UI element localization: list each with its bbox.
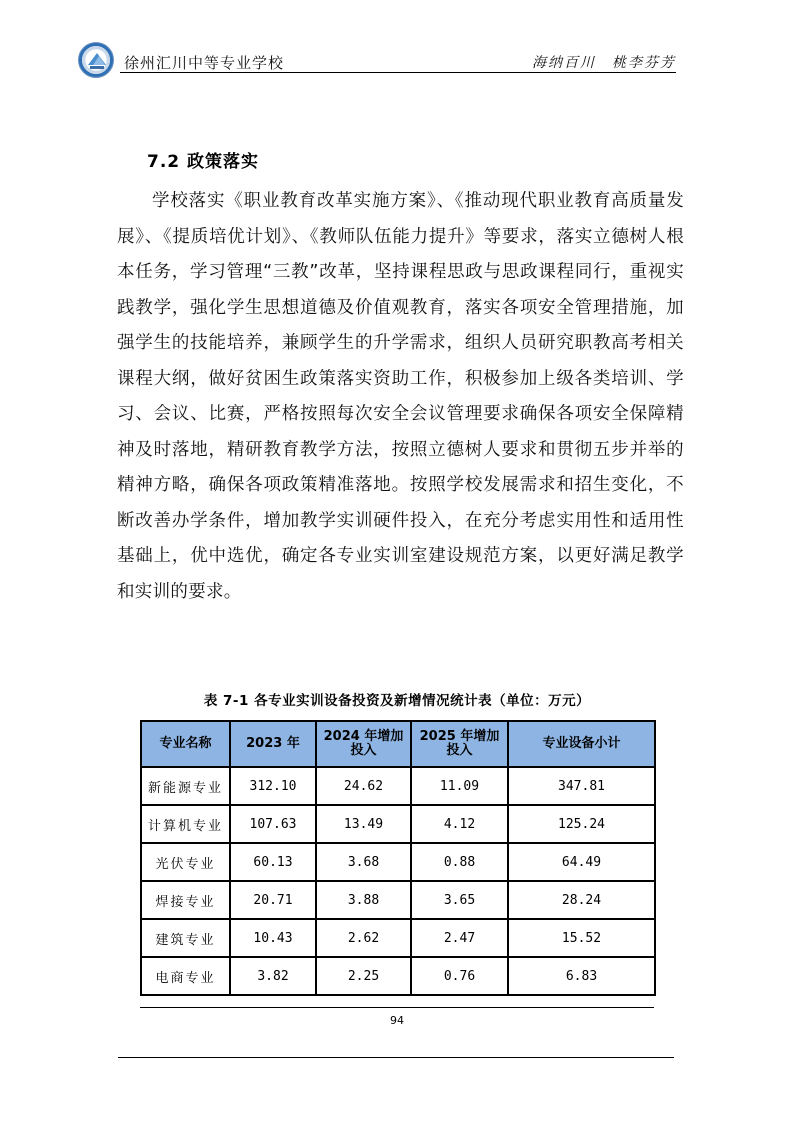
column-header-2025-added xyxy=(411,721,508,767)
cell-2025: 3.65 xyxy=(411,881,508,919)
footer-divider xyxy=(118,1057,674,1058)
cell-2024: 3.88 xyxy=(316,881,411,919)
cell-major: 新能源专业 xyxy=(141,767,230,805)
cell-subtotal: 64.49 xyxy=(508,843,655,881)
cell-2023: 3.82 xyxy=(230,957,316,995)
table-row xyxy=(141,843,655,881)
cell-major: 建筑专业 xyxy=(141,919,230,957)
cell-subtotal: 125.24 xyxy=(508,805,655,843)
equipment-investment-table xyxy=(140,720,656,996)
cell-subtotal: 28.24 xyxy=(508,881,655,919)
column-header-2024-line2: 投入 xyxy=(350,743,377,758)
cell-2023: 312.10 xyxy=(230,767,316,805)
school-emblem-icon xyxy=(78,42,114,78)
section-title: 7.2 政策落实 xyxy=(147,152,260,172)
page-number: 94 xyxy=(390,1014,404,1027)
body-paragraph: 学校落实《职业教育改革实施方案》、《推动现代职业教育高质量发展》、《提质培优计划》、《教师队伍能力提升》等要求，落实立德树人根本任务，学习管理“三教”改革，坚持课程思政与思政课程同行，重视实践教学，强化学生思想道德及价值观教育，落实各项安全管理措施，加强学生的技能培养，兼顾学生的升学需求，组织人员研究职教高考相关课程大纲，做好贫困生政策落实资助工作，积极参加上级各类培训、学习、会议、比赛，严格按照每次安全会议管理要求确保各项安全保障精神及时落地，精研教育教学方法，按照立德树人要求和贯彻五步并举的精神方略，确保各项政策精准落地。按照学校发展需求和招生变化，不断改善办学条件，增加教学实训硬件投入，在充分考虑实用性和适用性基础上，优中选优，确定各专业实训室建设规范方案，以更好满足教学和实训的要求。 xyxy=(117,191,684,602)
column-header-2024-added xyxy=(316,721,411,767)
mountain-shape-small xyxy=(93,56,105,65)
school-motto: 海纳百川 桃李芬芳 xyxy=(532,55,676,71)
column-header-2025-line1: 2025 年增加 xyxy=(419,729,500,744)
table-row xyxy=(141,767,655,805)
cell-2024: 3.68 xyxy=(316,843,411,881)
emblem-band xyxy=(90,66,104,69)
cell-2025: 0.76 xyxy=(411,957,508,995)
cell-2024: 2.62 xyxy=(316,919,411,957)
cell-subtotal: 347.81 xyxy=(508,767,655,805)
table-row xyxy=(141,957,655,995)
cell-major: 电商专业 xyxy=(141,957,230,995)
table-row xyxy=(141,881,655,919)
cell-major: 计算机专业 xyxy=(141,805,230,843)
column-header-2023: 2023 年 xyxy=(230,721,316,767)
school-name: 徐州汇川中等专业学校 xyxy=(124,54,285,72)
table-row xyxy=(141,805,655,843)
cell-2023: 10.43 xyxy=(230,919,316,957)
cell-major: 焊接专业 xyxy=(141,881,230,919)
cell-2025: 4.12 xyxy=(411,805,508,843)
table-row xyxy=(141,919,655,957)
cell-2024: 2.25 xyxy=(316,957,411,995)
cell-2023: 107.63 xyxy=(230,805,316,843)
column-header-2025-line2: 投入 xyxy=(446,743,473,758)
cell-2024: 13.49 xyxy=(316,805,411,843)
page-header xyxy=(78,42,676,74)
cell-2025: 11.09 xyxy=(411,767,508,805)
cell-2023: 20.71 xyxy=(230,881,316,919)
table-bottom-rule xyxy=(140,1007,654,1008)
column-header-major: 专业名称 xyxy=(141,721,230,767)
cell-2023: 60.13 xyxy=(230,843,316,881)
table-header-row xyxy=(141,721,655,767)
cell-2024: 24.62 xyxy=(316,767,411,805)
cell-2025: 2.47 xyxy=(411,919,508,957)
column-header-subtotal: 专业设备小计 xyxy=(508,721,655,767)
header-divider xyxy=(120,72,676,73)
cell-2025: 0.88 xyxy=(411,843,508,881)
cell-major: 光伏专业 xyxy=(141,843,230,881)
cell-subtotal: 15.52 xyxy=(508,919,655,957)
column-header-2024-line1: 2024 年增加 xyxy=(323,729,404,744)
table-caption: 表 7-1 各专业实训设备投资及新增情况统计表（单位：万元） xyxy=(203,693,591,709)
cell-subtotal: 6.83 xyxy=(508,957,655,995)
